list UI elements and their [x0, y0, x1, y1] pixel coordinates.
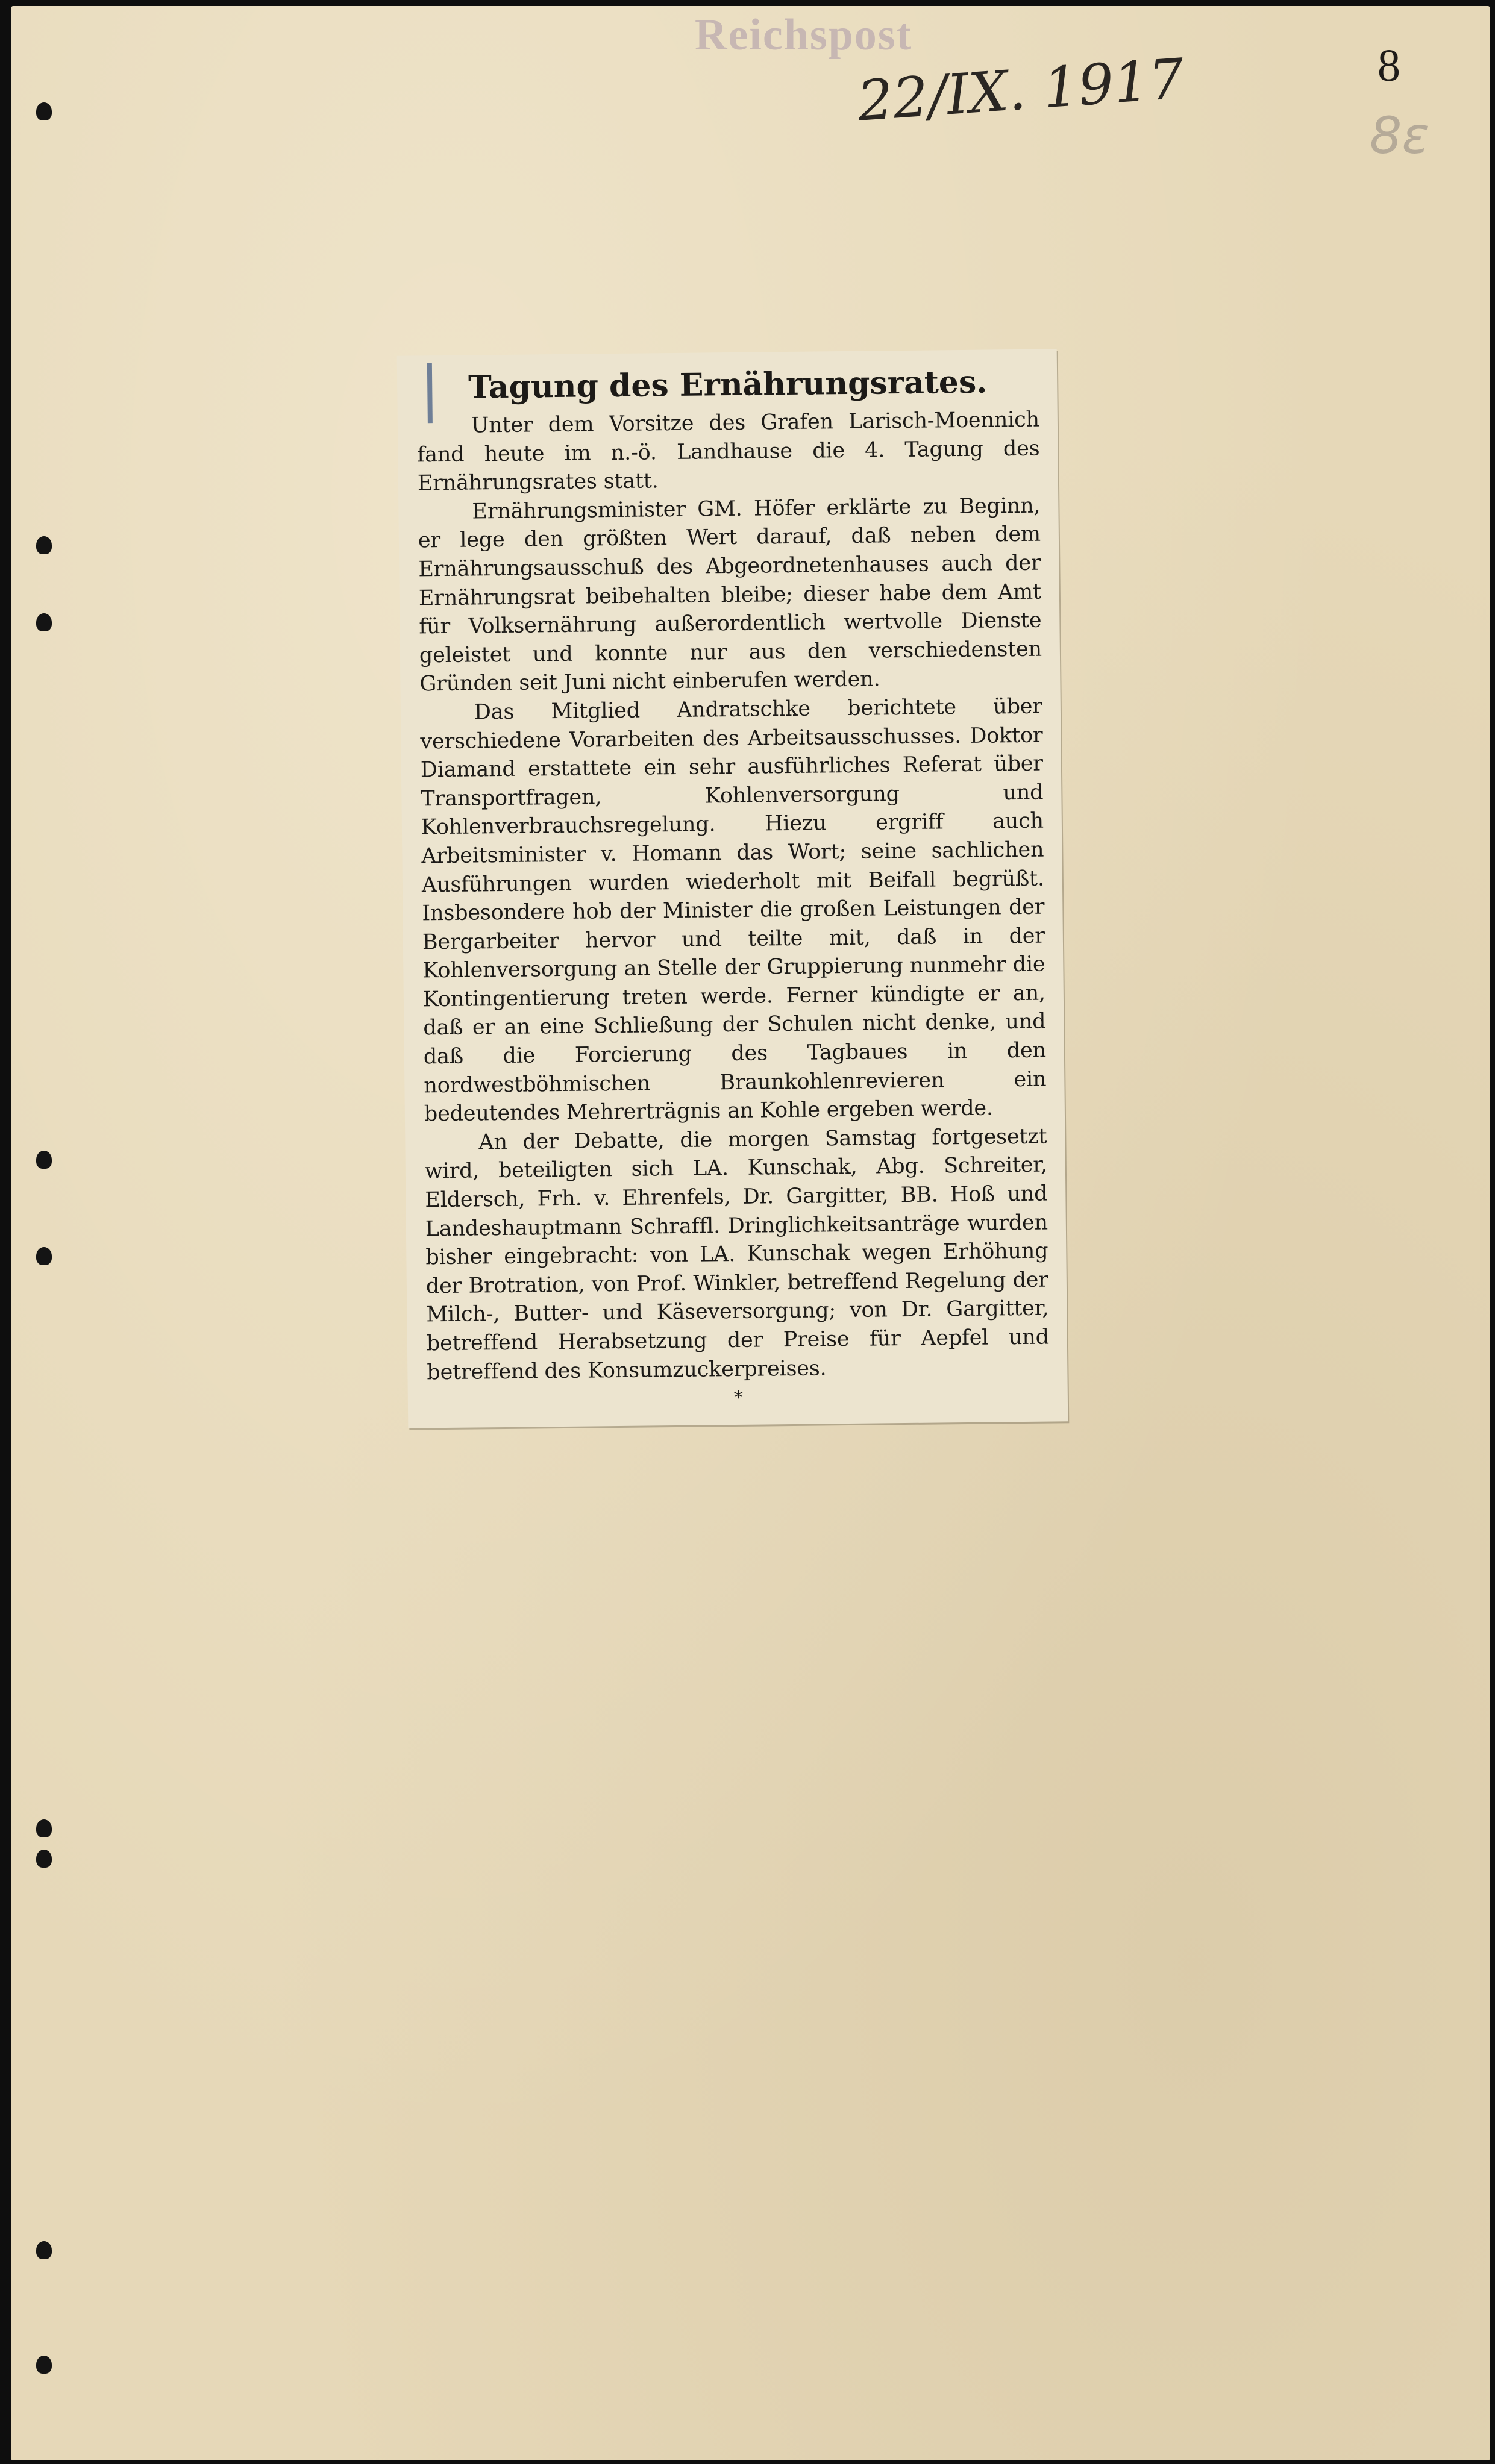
clipping-edge-mark: [427, 363, 433, 423]
article-paragraph: An der Debatte, die morgen Samstag fortgesetzt wird, beteiligten sich LA. Kunschak, Abg. Schreiter, Eldersch, Frh. v. Ehrenfels, Dr. Gargitter, BB. Hoß und Landeshauptmann Schraffl. Dringlichkeitsanträge wurden bisher eingebracht: von LA. Kunschak wegen Erhöhung der Brotration, von Prof. Winkler, betreffend Regelung der Milch-, Butter- und Käseversorgung; von Dr. Gargitter, betreffend Herabsetzung der Preise für Aepfel und betreffend des Konsumzuckerpreises.: [424, 1124, 1050, 1384]
archive-sheet: [11, 6, 1490, 2460]
newspaper-clipping: [397, 349, 1068, 1428]
binding-hole: [36, 1151, 52, 1169]
pencil-number: 8ε: [1370, 106, 1429, 165]
binding-hole: [36, 2241, 52, 2259]
binding-hole: [36, 1819, 52, 1837]
article-paragraph: Das Mitglied Andratschke berichtete über verschiedene Vorarbeiten des Arbeitsausschusses. Doktor Diamand erstattete ein sehr ausführliches Referat über Transportfragen, Kohlenversorgung und Kohlenverbrauchsregelung. Hiezu ergriff auch Arbeitsminister v. Homann das Wort; seine sachlichen Ausführungen wurden wiederholt mit Beifall begrüßt. Insbesondere hob der Minister die großen Leistungen der Bergarbeiter hervor und teilte mit, daß in der Kohlenversorgung an Stelle der Gruppierung nunmehr die Kontingentierung treten werde. Ferner kündigte er an, daß er an eine Schließung der Schulen nicht denke, und daß die Forcierung des Tagbaues in den nordwestböhmischen Braunkohlenrevieren ein bedeutendes Mehrerträgnis an Kohle ergeben werde.: [420, 694, 1047, 1127]
binding-hole: [36, 613, 52, 631]
binding-hole: [36, 536, 52, 554]
newspaper-stamp: Reichspost: [695, 10, 913, 60]
handwritten-date: 22/IX. 1917: [855, 46, 1186, 134]
article-headline: Tagung des Ernährungsrates.: [468, 363, 988, 406]
end-mark: *: [733, 1387, 744, 1409]
article-paragraph: Unter dem Vorsitze des Grafen Larisch-Moennich fand heute im n.-ö. Landhause die 4. Tagung des Ernährungsrates statt.: [417, 407, 1040, 496]
article-paragraph: Ernährungsminister GM. Höfer erklärte zu Beginn, er lege den größten Wert darauf, daß neben dem Ernährungsausschuß des Abgeordnetenhauses auch der Ernährungsrat beibehalten bleibe; dieser habe dem Amt für Volksernährung außerordentlich wertvolle Dienste geleistet und konnte nur aus den verschiedensten Gründen seit Juni nicht einberufen werden.: [418, 493, 1042, 696]
binding-hole: [36, 2356, 52, 2374]
binding-hole: [36, 1247, 52, 1265]
binding-hole: [36, 102, 52, 120]
binding-hole: [36, 1850, 52, 1868]
page-number: 8: [1377, 40, 1400, 91]
